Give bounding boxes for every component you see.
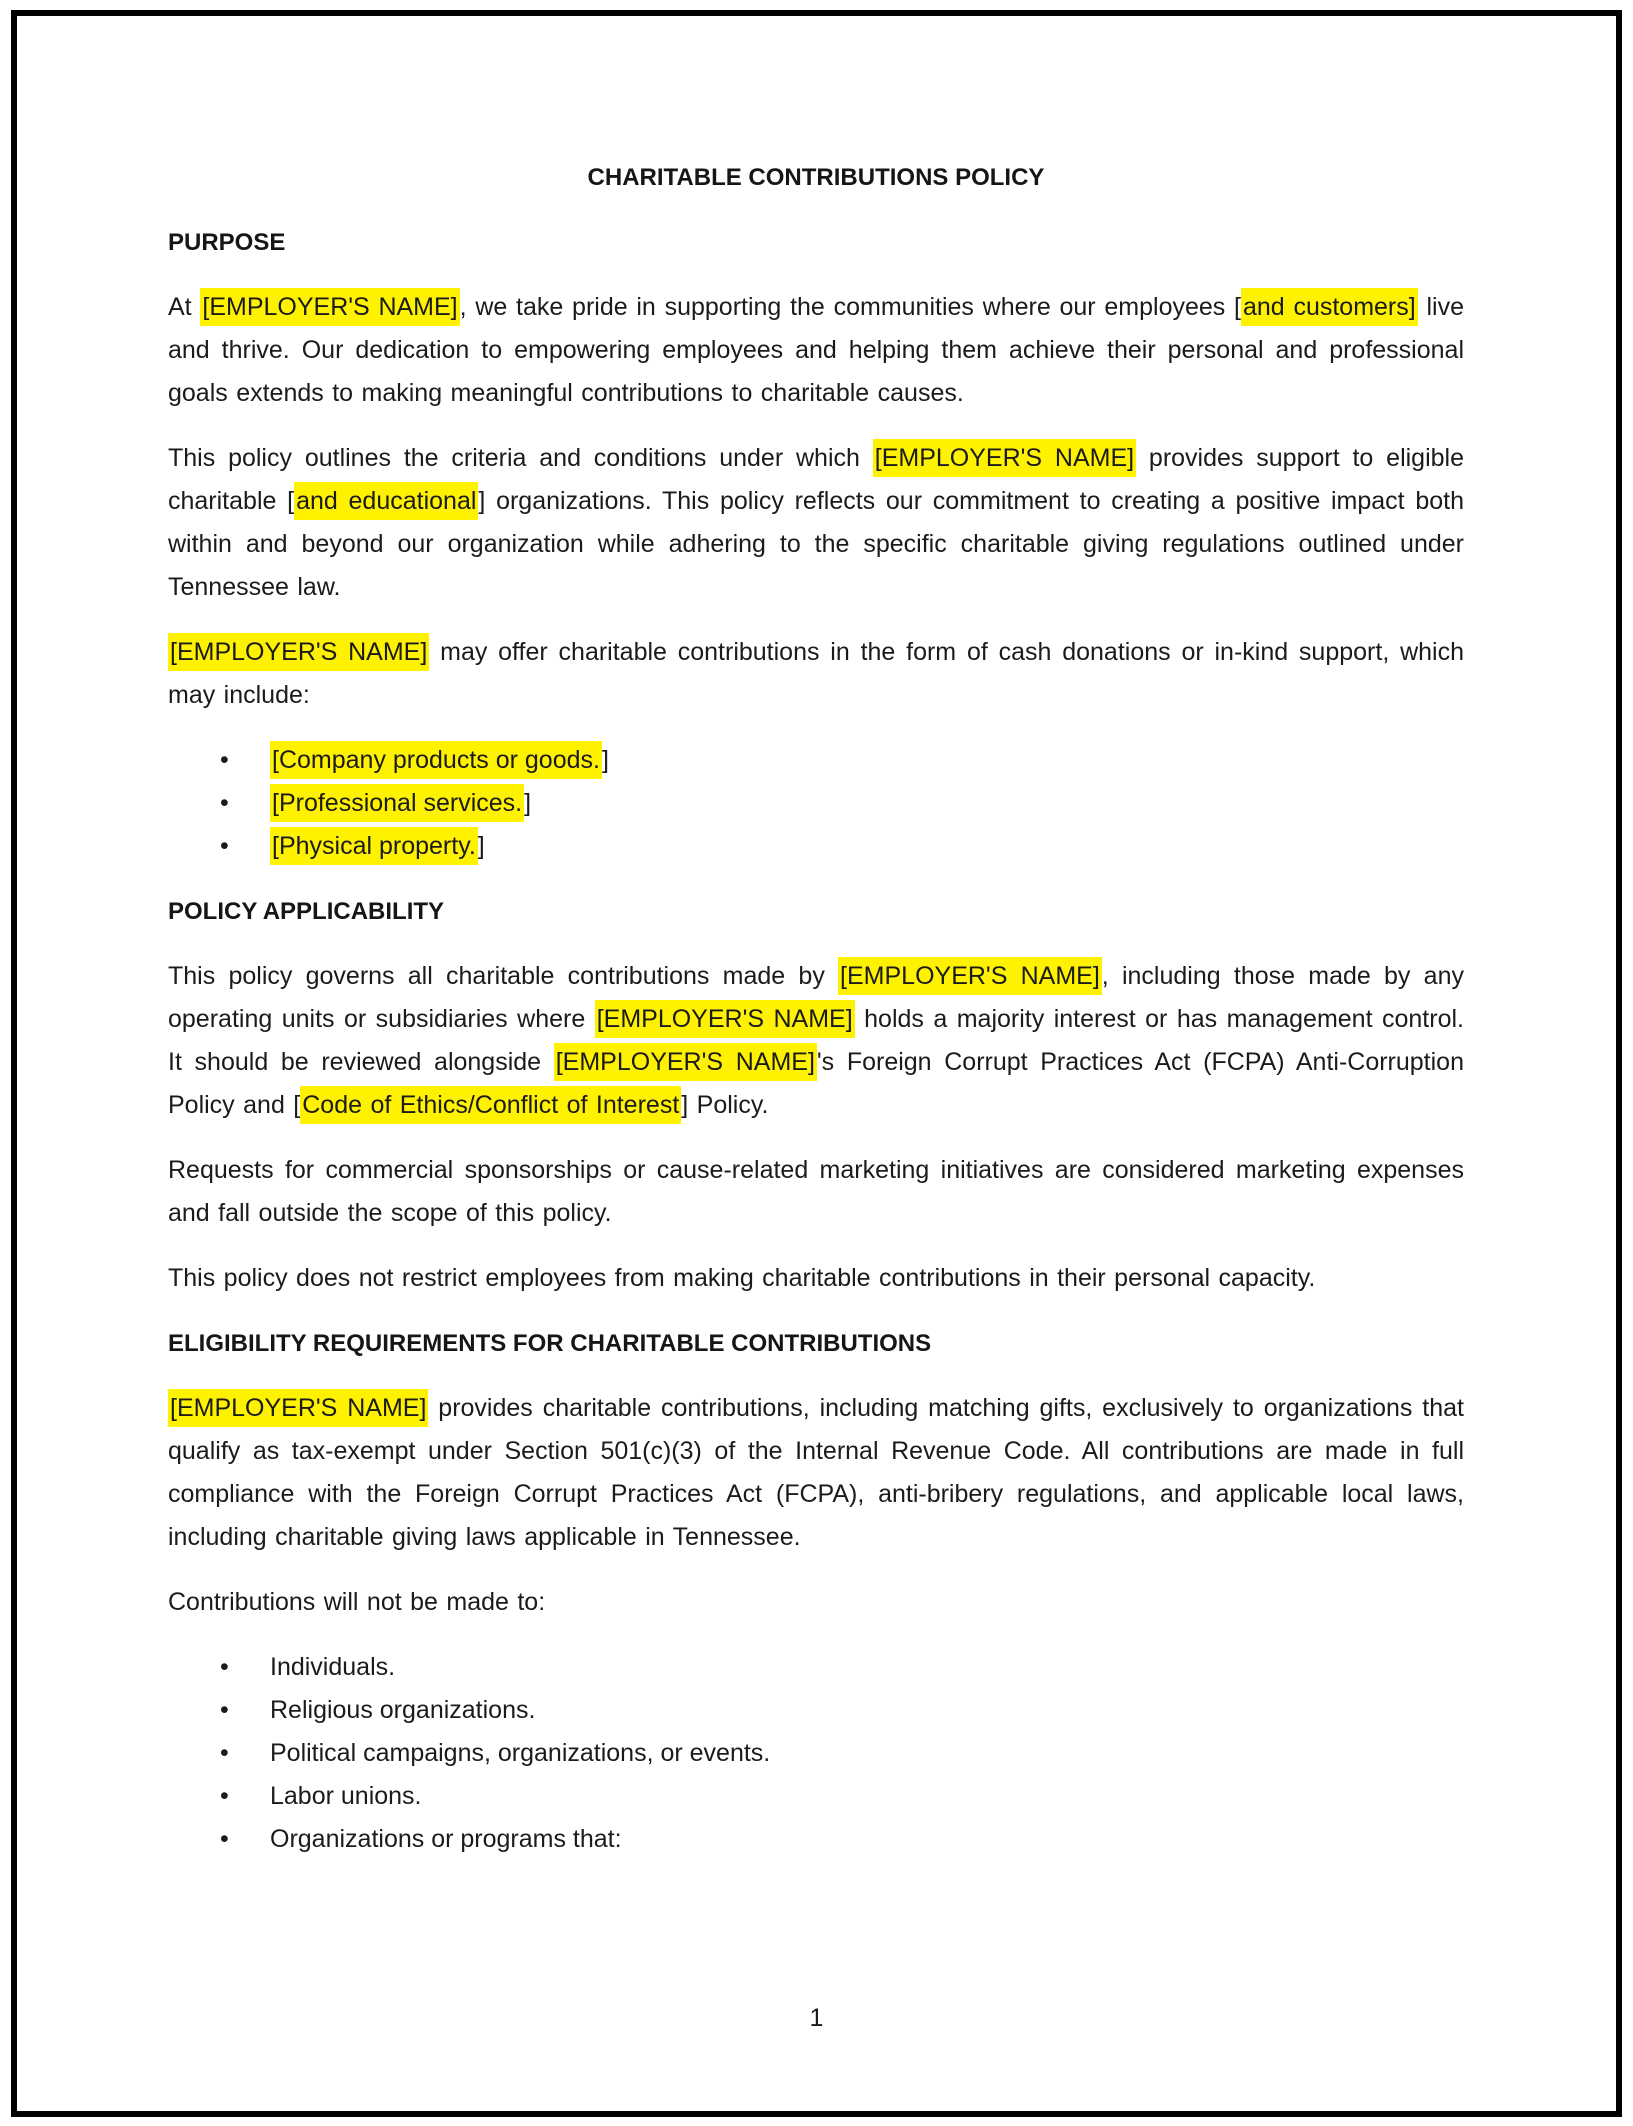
section-heading-purpose: PURPOSE	[168, 229, 286, 256]
text-run: Labor unions.	[270, 1782, 422, 1810]
bullet-icon: •	[220, 789, 229, 817]
applicability-paragraph-1	[168, 955, 1464, 1127]
list-item-physical-property	[168, 825, 1464, 868]
highlight-employers-name: [EMPLOYER'S NAME]	[554, 1043, 817, 1081]
document-body	[168, 156, 1464, 1883]
bullet-icon: •	[220, 1825, 229, 1853]
bullet-icon: •	[220, 1782, 229, 1810]
bullet-icon: •	[220, 832, 229, 860]
text-run: Political campaigns, organizations, or events.	[270, 1739, 771, 1767]
highlight-employers-name: [EMPLOYER'S NAME]	[873, 439, 1136, 477]
text-run: Individuals.	[270, 1653, 396, 1681]
highlight-employers-name: [EMPLOYER'S NAME]	[168, 1389, 428, 1427]
highlight-physical-property: [Physical property.	[270, 827, 478, 865]
list-item-individuals	[168, 1646, 1464, 1689]
list-item-professional-services	[168, 782, 1464, 825]
eligibility-paragraph-1	[168, 1387, 1464, 1559]
list-item-organizations-or-programs	[168, 1818, 1464, 1861]
text-run: 's Foreign Corrupt Practices Act (FCPA) Anti-Corruption Policy and [	[168, 1048, 1464, 1119]
list-item-company-products	[168, 739, 1464, 782]
list-item-political-campaigns	[168, 1732, 1464, 1775]
text-run: Organizations or programs that:	[270, 1825, 622, 1853]
text-run: , we take pride in supporting the communities where our employees [	[459, 293, 1241, 321]
exclusions-list	[168, 1646, 1464, 1861]
text-run: ]	[601, 746, 609, 774]
text-run: This policy governs all charitable contributions made by	[168, 962, 839, 990]
text-run: ] Policy.	[681, 1091, 769, 1119]
text-run: At	[168, 293, 201, 321]
highlight-code-of-ethics: Code of Ethics/Conflict of Interest	[300, 1086, 681, 1124]
highlight-and-educational: and educational	[294, 482, 478, 520]
document-title: CHARITABLE CONTRIBUTIONS POLICY	[587, 164, 1045, 191]
text-run: , including those made by any operating units or subsidiaries where	[168, 962, 1464, 1033]
text-run: holds a majority interest or has management control. It should be reviewed alongside	[168, 1005, 1464, 1076]
text-run: provides charitable contributions, including matching gifts, exclusively to organizations that qualify as tax-exempt under Section 501(c)(3) of the Internal Revenue Code. All contributions are made in full compliance with the Foreign Corrupt Practices Act (FCPA), anti-bribery regulations, and applicable local laws, including charitable giving laws applicable in Tennessee.	[168, 1394, 1465, 1551]
text-run: provides support to eligible charitable [	[168, 444, 1464, 515]
text-run: may offer charitable contributions in the form of cash donations or in-kind support, which may include:	[168, 638, 1464, 709]
highlight-employers-name: [EMPLOYER'S NAME]	[595, 1000, 855, 1038]
bullet-icon: •	[220, 1739, 229, 1767]
applicability-paragraph-2: Requests for commercial sponsorships or cause-related marketing initiatives are considered marketing expenses and fall outside the scope of this policy.	[168, 1156, 1464, 1227]
list-item-religious-organizations	[168, 1689, 1464, 1732]
section-heading-eligibility: ELIGIBILITY REQUIREMENTS FOR CHARITABLE CONTRIBUTIONS	[168, 1330, 932, 1357]
eligibility-paragraph-2: Contributions will not be made to:	[168, 1588, 546, 1616]
text-run: ]	[524, 789, 532, 817]
highlight-and-customers: and customers]	[1241, 288, 1418, 326]
highlight-company-products: [Company products or goods.	[270, 741, 602, 779]
purpose-paragraph-3	[168, 631, 1464, 717]
bullet-icon: •	[220, 1696, 229, 1724]
text-run: This policy outlines the criteria and conditions under which	[168, 444, 873, 472]
section-heading-policy-applicability: POLICY APPLICABILITY	[168, 898, 445, 925]
text-run: Religious organizations.	[270, 1696, 536, 1724]
list-item-labor-unions	[168, 1775, 1464, 1818]
purpose-paragraph-1	[168, 286, 1464, 415]
page-number: 1	[809, 2004, 824, 2032]
bullet-icon: •	[220, 1653, 229, 1681]
text-run: live and thrive. Our dedication to empowering employees and helping them achieve their personal and professional goals extends to making meaningful contributions to charitable causes.	[168, 293, 1464, 407]
highlight-professional-services: [Professional services.	[270, 784, 524, 822]
applicability-paragraph-3: This policy does not restrict employees from making charitable contributions in their personal capacity.	[168, 1264, 1316, 1292]
bullet-icon: •	[220, 746, 229, 774]
highlight-employers-name: [EMPLOYER'S NAME]	[838, 957, 1102, 995]
highlight-employers-name: [EMPLOYER'S NAME]	[200, 288, 459, 326]
in-kind-support-list	[168, 739, 1464, 868]
text-run: ]	[477, 832, 485, 860]
highlight-employers-name: [EMPLOYER'S NAME]	[168, 633, 429, 671]
text-run: ] organizations. This policy reflects our commitment to creating a positive impact both within and beyond our organization while adhering to the specific charitable giving regulations outlined under Tennessee law.	[168, 487, 1465, 601]
purpose-paragraph-2	[168, 437, 1464, 609]
